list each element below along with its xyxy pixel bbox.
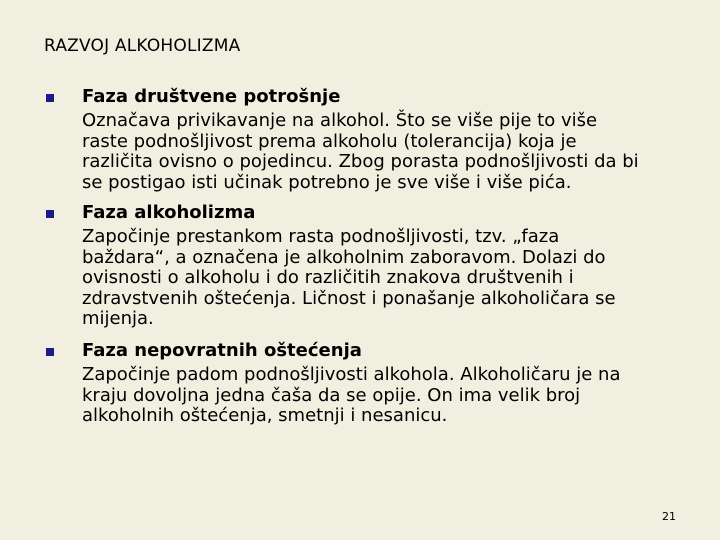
body-line: raste podnošljivost prema alkoholu (tolerancija) koja je: [82, 130, 577, 152]
body-line: alkoholnih oštećenja, smetnji i nesanicu.: [82, 405, 448, 427]
body-line: Započinje padom podnošljivosti alkohola. Alkoholičaru je na: [82, 364, 621, 385]
body-line: se postigao isti učinak potrebno je sve više i više pića.: [82, 171, 572, 193]
item-heading: Faza alkoholizma: [82, 202, 256, 223]
body-line: baždara“, a označena je alkoholnim zaboravom. Dolazi do: [82, 246, 606, 268]
item-heading: Faza društvene potrošnje: [82, 86, 341, 107]
item-body: [82, 365, 682, 427]
square-bullet-icon: [46, 210, 54, 218]
body-line: mijenja.: [82, 308, 154, 330]
body-line: Označava privikavanje na alkohol. Što se više pije to više: [82, 110, 598, 131]
slide-title: RAZVOJ ALKOHOLIZMA: [44, 36, 241, 56]
item-body: [82, 111, 682, 193]
body-line: kraju dovoljna jedna čaša da se opije. On ima velik broj: [82, 384, 581, 406]
body-line: zdravstvenih oštećenja. Ličnost i ponašanje alkoholičara se: [82, 287, 616, 309]
page-number: 21: [662, 510, 676, 523]
body-line: različita ovisno o pojedincu. Zbog porasta podnošljivosti da bi: [82, 151, 639, 173]
square-bullet-icon: [46, 94, 54, 102]
body-line: Započinje prestankom rasta podnošljivosti, tzv. „faza: [82, 226, 560, 247]
square-bullet-icon: [46, 348, 54, 356]
item-heading: Faza nepovratnih oštećenja: [82, 340, 362, 361]
body-line: ovisnosti o alkoholu i do različitih znakova društvenih i: [82, 267, 574, 289]
item-body: [82, 227, 682, 330]
